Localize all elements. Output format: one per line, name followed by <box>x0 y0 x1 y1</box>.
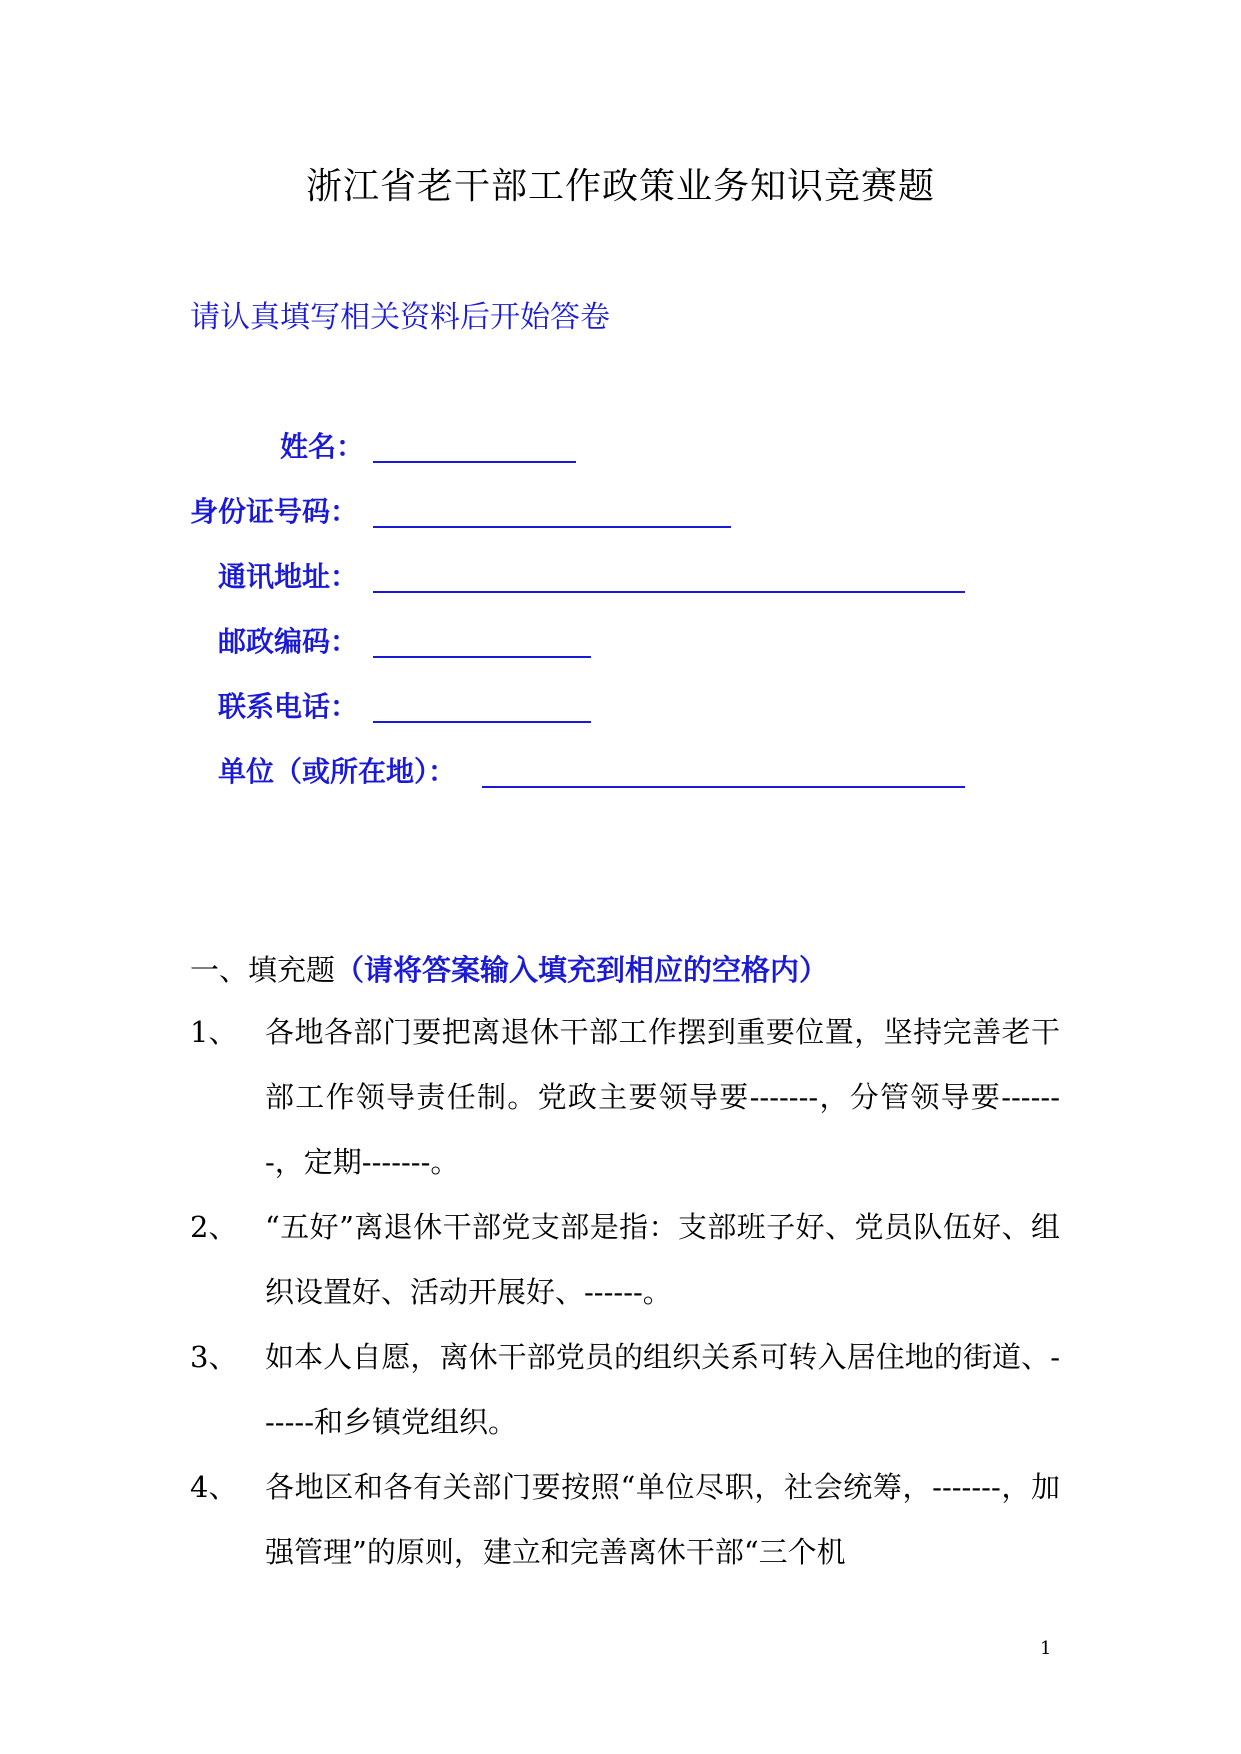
question-1 <box>190 1000 1060 1195</box>
field-name-label: 姓名： <box>280 430 365 463</box>
instruction-text: 请认真填写相关资料后开始答卷 <box>190 300 610 335</box>
field-organization-blank[interactable] <box>482 786 965 788</box>
field-phone-blank[interactable] <box>373 721 591 723</box>
field-id-number-label: 身份证号码： <box>190 495 359 528</box>
field-name-blank[interactable] <box>373 461 576 463</box>
question-2 <box>190 1195 1060 1325</box>
question-text: “五好”离退休干部党支部是指：支部班子好、党员队伍好、组织设置好、活动开展好、------。 <box>265 1210 1060 1309</box>
field-name <box>0 425 1241 465</box>
question-number: 2、 <box>190 1210 238 1244</box>
question-3 <box>190 1325 1060 1455</box>
question-number: 4、 <box>190 1470 238 1504</box>
section-heading <box>190 948 828 989</box>
section-heading-note: （请将答案输入填充到相应的空格内） <box>335 953 829 987</box>
question-text: 如本人自愿，离休干部党员的组织关系可转入居住地的街道、------和乡镇党组织。 <box>265 1340 1060 1439</box>
field-postcode <box>0 620 1241 660</box>
field-phone <box>0 685 1241 725</box>
page-number: 1 <box>1040 1638 1052 1659</box>
section-heading-title: 一、填充题 <box>190 953 336 987</box>
field-address-blank[interactable] <box>373 591 965 593</box>
field-id-number-blank[interactable] <box>373 526 731 528</box>
field-address-label: 通讯地址： <box>218 560 359 593</box>
question-4 <box>190 1455 1060 1585</box>
question-text: 各地各部门要把离退休干部工作摆到重要位置，坚持完善老干部工作领导责任制。党政主要领导要-------，分管领导要-------，定期-------。 <box>265 1015 1060 1179</box>
field-postcode-label: 邮政编码： <box>218 625 359 658</box>
question-number: 1、 <box>190 1015 238 1049</box>
field-organization-label: 单位（或所在地）： <box>218 755 457 788</box>
question-number: 3、 <box>190 1340 238 1374</box>
field-address <box>0 555 1241 595</box>
field-id-number <box>0 490 1241 530</box>
page-title: 浙江省老干部工作政策业务知识竞赛题 <box>305 166 935 207</box>
field-organization <box>0 750 1241 790</box>
field-postcode-blank[interactable] <box>373 656 591 658</box>
field-phone-label: 联系电话： <box>218 690 359 723</box>
question-text: 各地区和各有关部门要按照“单位尽职，社会统筹，-------，加强管理”的原则，建立和完善离休干部“三个机 <box>265 1470 1060 1569</box>
